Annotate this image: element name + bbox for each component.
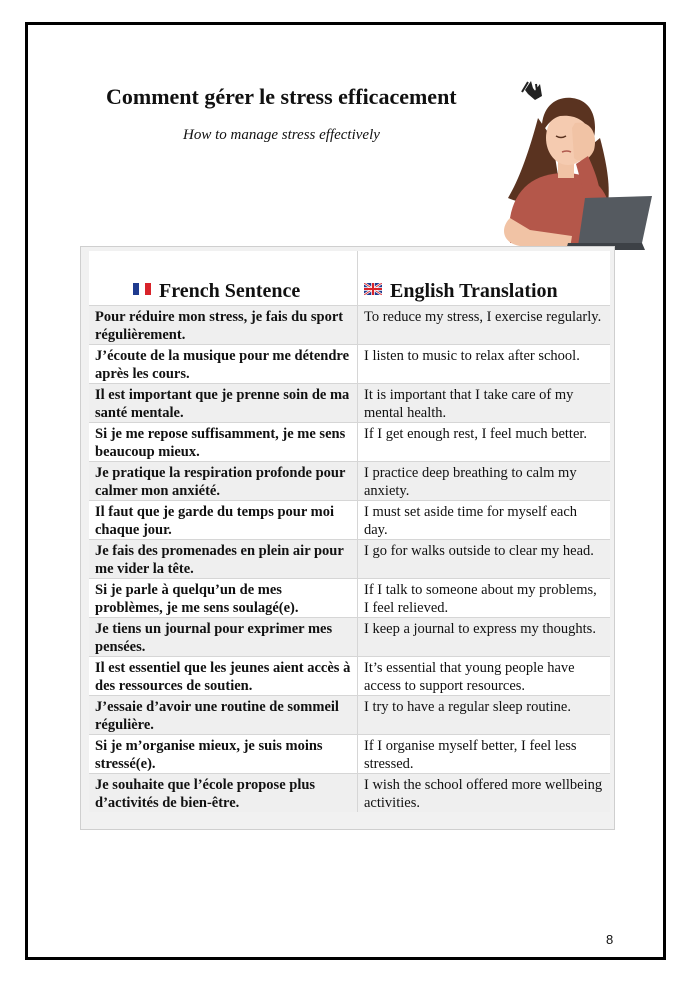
table-row [89,617,610,656]
french-sentence: J’essaie d’avoir une routine de sommeil régulière. [89,696,358,734]
english-translation: I listen to music to relax after school. [364,348,580,364]
french-column-label: French Sentence [159,280,301,302]
french-sentence: Pour réduire mon stress, je fais du sport régulièrement. [89,306,358,344]
english-translation: It is important that I take care of my mental health. [364,387,574,421]
english-translation: I try to have a regular sleep routine. [364,699,571,715]
english-translation: If I get enough rest, I feel much better. [364,426,588,442]
table-row [89,344,610,383]
french-sentence: Il faut que je garde du temps pour moi chaque jour. [89,501,358,539]
stressed-woman-illustration [490,78,655,253]
french-sentence: Il est essentiel que les jeunes aient accès à des ressources de soutien. [89,657,358,695]
table-row [89,656,610,695]
page-subtitle: How to manage stress effectively [183,127,380,143]
french-sentence: Il est important que je prenne soin de ma santé mentale. [89,384,358,422]
table-row [89,383,610,422]
table-row [89,461,610,500]
page-number: 8 [606,932,614,947]
french-sentence: Je souhaite que l’école propose plus d’activités de bien-être. [89,774,358,812]
english-translation: If I talk to someone about my problems, I feel relieved. [364,582,597,616]
table-row [89,539,610,578]
french-column-header [89,251,358,305]
english-translation: To reduce my stress, I exercise regularly. [364,309,602,325]
table-row [89,695,610,734]
english-column-header [358,251,610,305]
table-row [89,734,610,773]
table-header-row [89,251,610,305]
table-row [89,773,610,812]
english-translation: I wish the school offered more wellbeing activities. [364,777,603,811]
french-sentence: J’écoute de la musique pour me détendre après les cours. [89,345,358,383]
phrase-table [80,246,615,830]
table-row [89,500,610,539]
french-flag-icon [133,283,151,295]
table-body [89,305,610,812]
table-row [89,305,610,344]
french-sentence: Je fais des promenades en plein air pour me vider la tête. [89,540,358,578]
french-sentence: Je tiens un journal pour exprimer mes pensées. [89,618,358,656]
english-translation: I must set aside time for myself each day. [364,504,578,538]
english-translation: I go for walks outside to clear my head. [364,543,594,559]
english-translation: I keep a journal to express my thoughts. [364,621,596,637]
table-row [89,578,610,617]
english-translation: It’s essential that young people have access to support resources. [364,660,575,694]
table-row [89,422,610,461]
english-column-label: English Translation [390,280,558,302]
english-translation: If I organise myself better, I feel less stressed. [364,738,577,772]
page-title: Comment gérer le stress efficacement [106,84,457,109]
english-translation: I practice deep breathing to calm my anxiety. [364,465,577,499]
french-sentence: Si je me repose suffisamment, je me sens beaucoup mieux. [89,423,358,461]
uk-flag-icon [364,283,382,295]
french-sentence: Si je parle à quelqu’un de mes problèmes, je me sens soulagé(e). [89,579,358,617]
french-sentence: Si je m’organise mieux, je suis moins stressé(e). [89,735,358,773]
french-sentence: Je pratique la respiration profonde pour calmer mon anxiété. [89,462,358,500]
